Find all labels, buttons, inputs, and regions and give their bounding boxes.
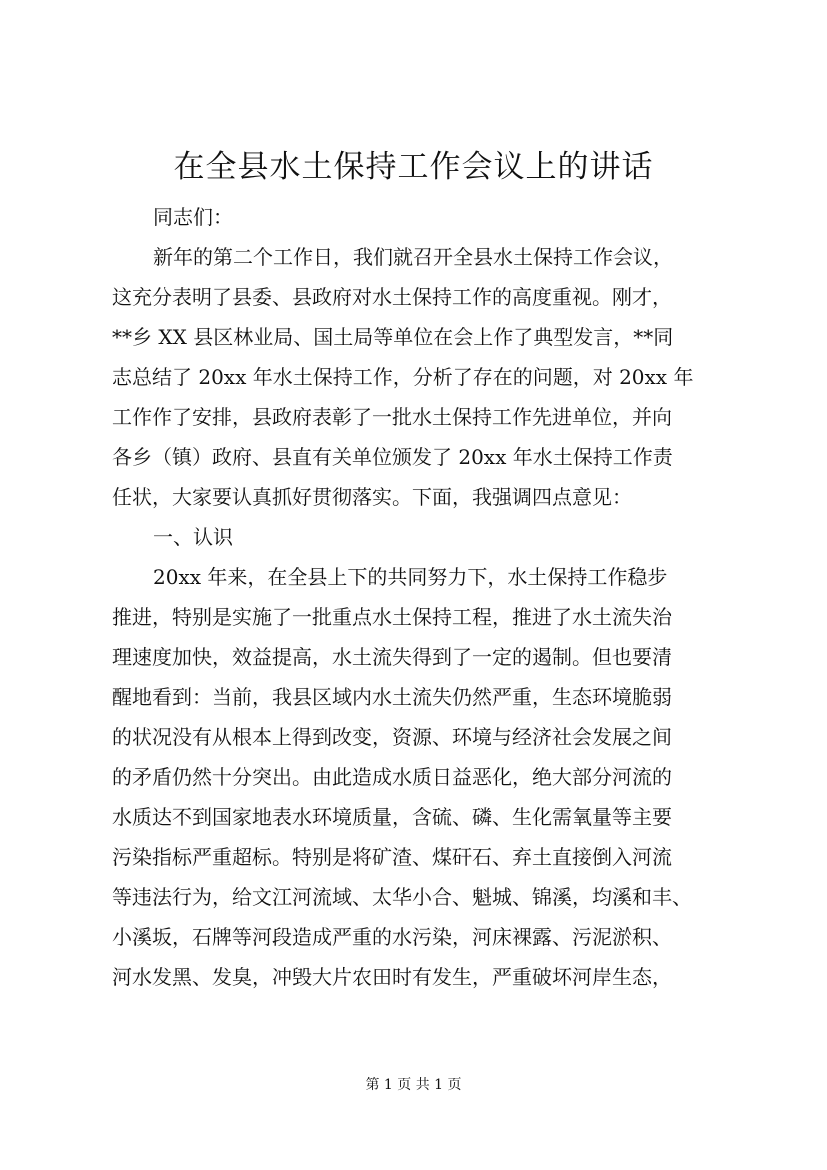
paragraph-line: 河水发黑、发臭，冲毁大片农田时有发生，严重破坏河岸生态，	[112, 965, 672, 989]
paragraph-line: 推进，特别是实施了一批重点水土保持工程，推进了水土流失治	[112, 605, 672, 629]
document-title: 在全县水土保持工作会议上的讲话	[173, 149, 654, 185]
document-body	[112, 197, 738, 997]
section-heading: 一、认识	[153, 525, 233, 549]
page-number-footer: 第 1 页 共 1 页	[365, 1077, 462, 1093]
paragraph-line: 水质达不到国家地表水环境质量，含硫、磷、生化需氧量等主要	[112, 805, 672, 829]
paragraph-line: 的矛盾仍然十分突出。由此造成水质日益恶化，绝大部分河流的	[112, 765, 672, 789]
salutation-line: 同志们：	[153, 205, 233, 229]
paragraph-line: 工作作了安排，县政府表彰了一批水土保持工作先进单位，并向	[112, 405, 672, 429]
paragraph-line: 小溪坂，石牌等河段造成严重的水污染，河床裸露、污泥淤积、	[112, 925, 672, 949]
paragraph-line: 这充分表明了县委、县政府对水土保持工作的高度重视。刚才，	[112, 285, 672, 309]
paragraph-line: 等违法行为，给文江河流域、太华小合、魁城、锦溪，均溪和丰、	[112, 885, 692, 909]
paragraph-line: 污染指标严重超标。特别是将矿渣、煤矸石、弃土直接倒入河流	[112, 845, 672, 869]
paragraph-line: **乡 XX 县区林业局、国土局等单位在会上作了典型发言，**同	[112, 325, 674, 349]
paragraph-line: 20xx 年来，在全县上下的共同努力下，水土保持工作稳步	[153, 565, 668, 589]
paragraph-line: 志总结了 20xx 年水土保持工作，分析了存在的问题，对 20xx 年	[112, 365, 694, 389]
paragraph-line: 理速度加快，效益提高，水土流失得到了一定的遏制。但也要清	[112, 645, 672, 669]
paragraph-line: 新年的第二个工作日，我们就召开全县水土保持工作会议，	[153, 245, 673, 269]
paragraph-line: 醒地看到：当前，我县区域内水土流失仍然严重，生态环境脆弱	[112, 685, 672, 709]
paragraph-line: 的状况没有从根本上得到改变，资源、环境与经济社会发展之间	[112, 725, 672, 749]
paragraph-line: 各乡（镇）政府、县直有关单位颁发了 20xx 年水土保持工作责	[112, 445, 673, 469]
paragraph-line: 任状，大家要认真抓好贯彻落实。下面，我强调四点意见：	[112, 485, 632, 509]
